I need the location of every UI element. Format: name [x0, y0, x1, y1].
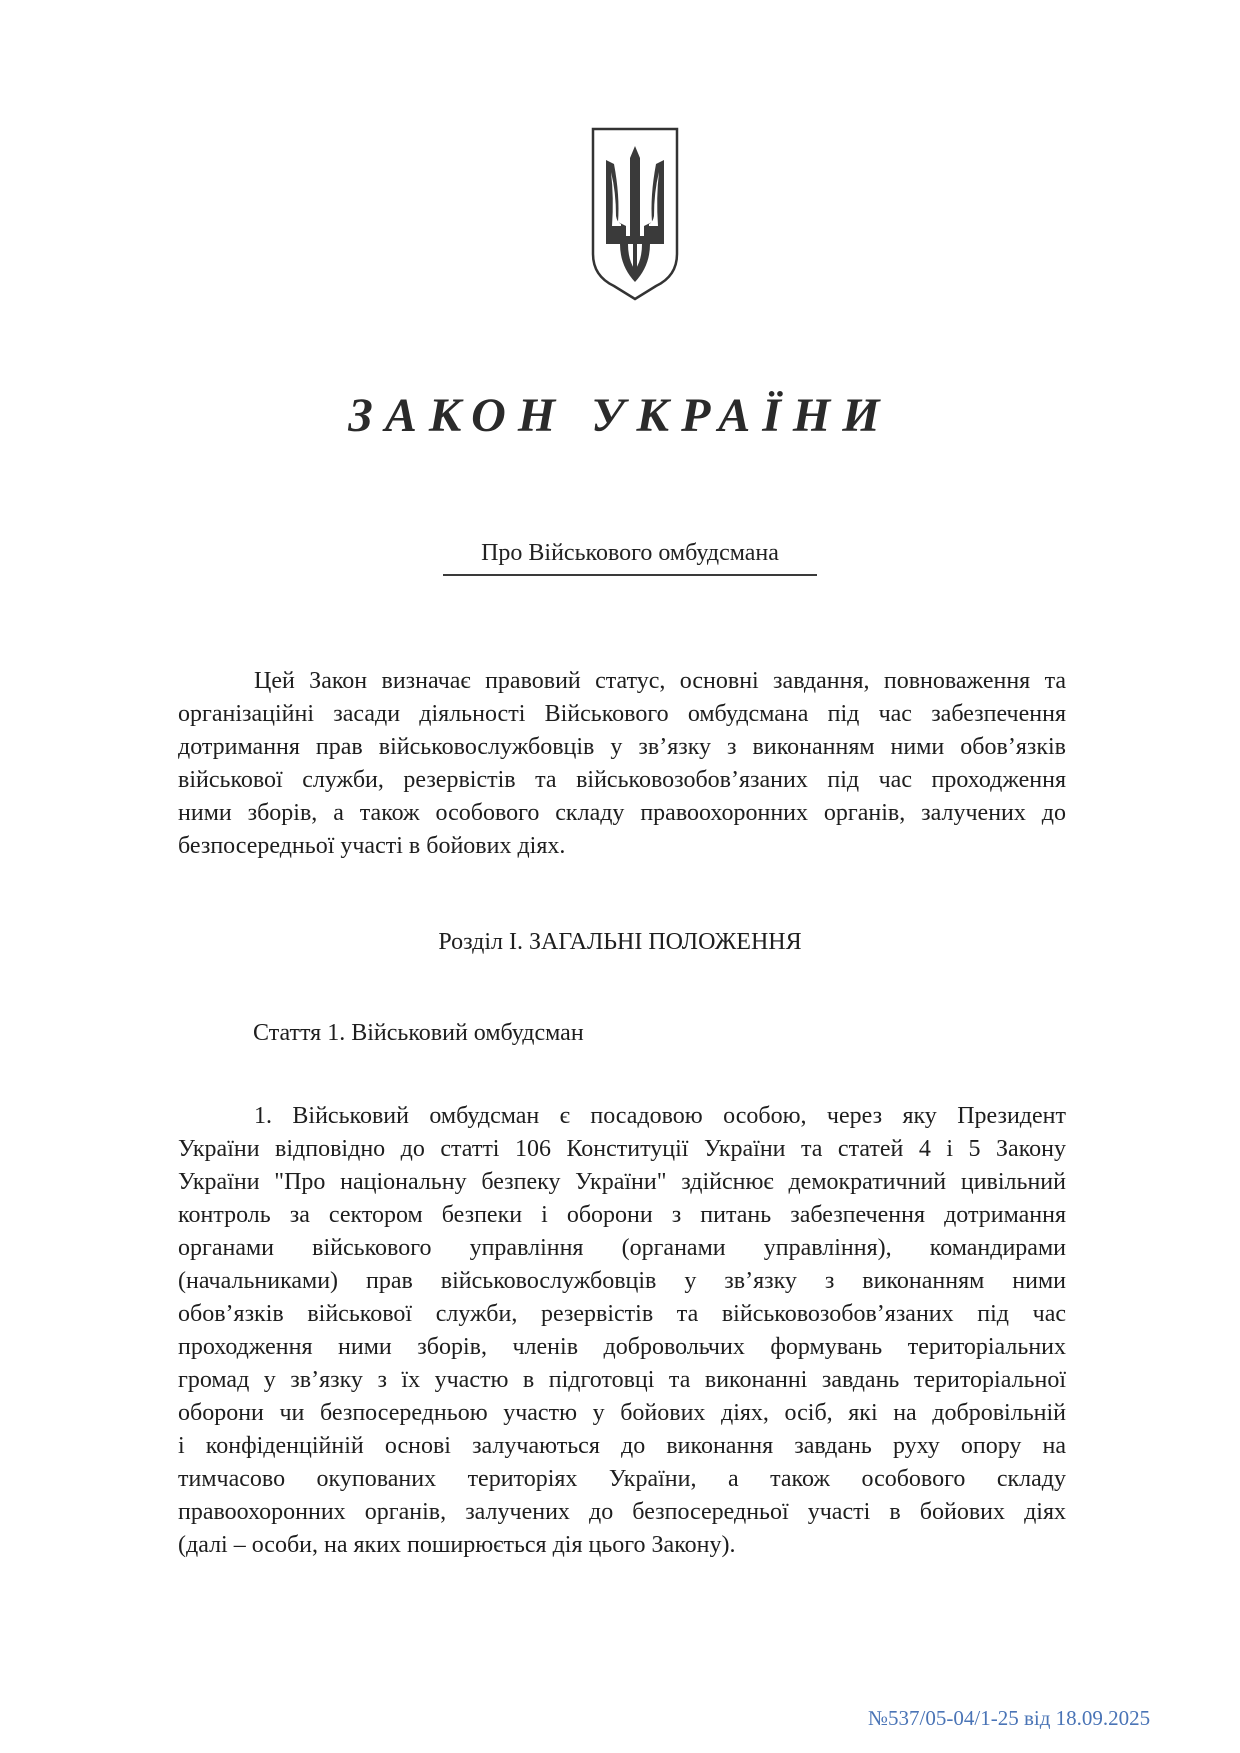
text-line: правоохоронних органів, залучених до безпосередньої участі в бойових діях	[178, 1499, 1066, 1525]
section-heading: Розділ І. ЗАГАЛЬНІ ПОЛОЖЕННЯ	[438, 929, 802, 955]
document-title: ЗАКОН УКРАЇНИ	[348, 389, 892, 442]
text-line: дотримання прав військовослужбовців у зв’язку з виконанням ними обов’язків	[178, 734, 1066, 760]
text-line: ними зборів, а також особового складу правоохоронних органів, залучених до	[178, 800, 1066, 826]
text-line: України відповідно до статті 106 Конституції України та статей 4 і 5 Закону	[178, 1136, 1066, 1162]
text-line: військової служби, резервістів та військовозобов’язаних під час проходження	[178, 767, 1066, 793]
article-heading: Стаття 1. Військовий омбудсман	[253, 1020, 584, 1046]
text-line: 1. Військовий омбудсман є посадовою особою, через яку Президент	[254, 1103, 1066, 1129]
text-line: (начальниками) прав військовослужбовців у зв’язку з виконанням ними	[178, 1268, 1066, 1294]
registration-stamp: №537/05-04/1-25 від 18.09.2025	[868, 1706, 1151, 1730]
text-line: оборони чи безпосередньою участю у бойових діях, осіб, які на добровільній	[178, 1400, 1066, 1426]
text-line: і конфіденційній основі залучаються до виконання завдань руху опору на	[178, 1433, 1066, 1459]
document-subtitle: Про Військового омбудсмана	[481, 540, 779, 566]
coat-of-arms-icon	[590, 126, 680, 302]
subtitle-block	[443, 538, 817, 576]
text-line: України "Про національну безпеку України" здійснює демократичний цивільний	[178, 1169, 1066, 1195]
article-1-paragraph	[178, 1100, 1066, 1562]
text-line: проходження ними зборів, членів добровольчих формувань територіальних	[178, 1334, 1066, 1360]
text-line: тимчасово окупованих територіях України, а також особового складу	[178, 1466, 1066, 1492]
preamble-paragraph	[178, 665, 1066, 863]
text-line: організаційні засади діяльності Військового омбудсмана під час забезпечення	[178, 701, 1066, 727]
subtitle-underline	[443, 574, 817, 576]
text-line: обов’язків військової служби, резервістів та військовозобов’язаних під час	[178, 1301, 1066, 1327]
text-line: контроль за сектором безпеки і оборони з питань забезпечення дотримання	[178, 1202, 1066, 1228]
text-line: громад у зв’язку з їх участю в підготовці та виконанні завдань територіальної	[178, 1367, 1066, 1393]
text-line: органами військового управління (органами управління), командирами	[178, 1235, 1066, 1261]
text-line: безпосередньої участі в бойових діях.	[178, 833, 566, 859]
text-line: Цей Закон визначає правовий статус, основні завдання, повноваження та	[254, 668, 1066, 694]
text-line: (далі – особи, на яких поширюється дія цього Закону).	[178, 1532, 736, 1558]
